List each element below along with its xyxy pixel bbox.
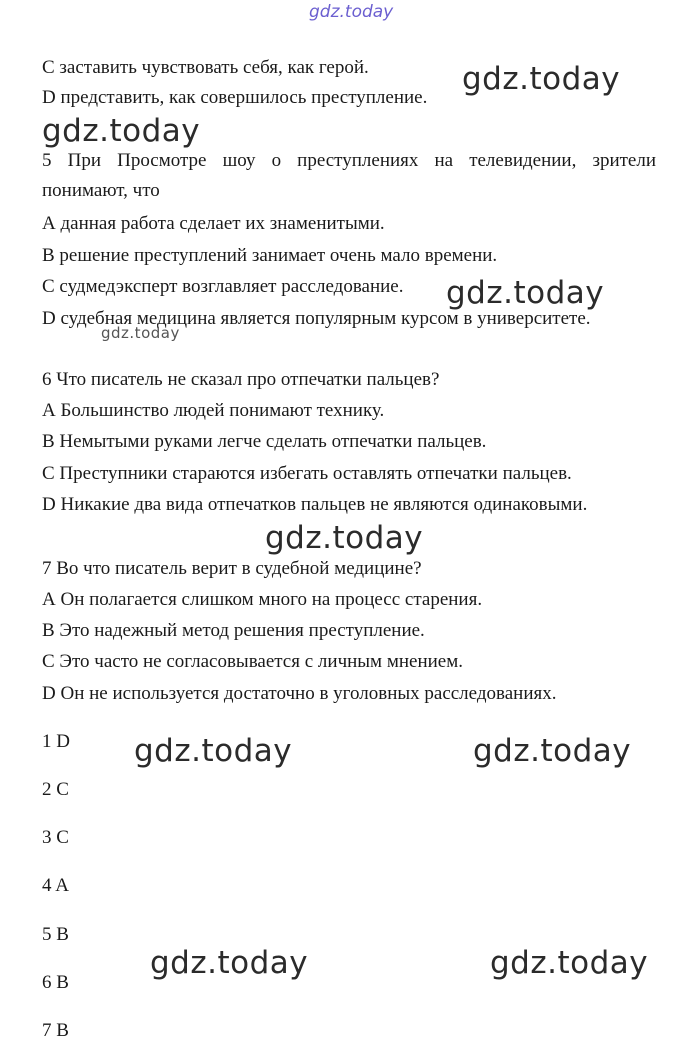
q7-option-c: С Это часто не согласовывается с личным мнением. — [42, 651, 463, 672]
watermark: gdz.today — [150, 945, 309, 981]
watermark-small: gdz.today — [101, 324, 180, 342]
q4-option-d: D представить, как совершилось преступление. — [42, 87, 428, 108]
watermark: gdz.today — [462, 61, 621, 97]
q6-question: 6 Что писатель не сказал про отпечатки пальцев? — [42, 369, 440, 390]
q5-option-b: В решение преступлений занимает очень мало времени. — [42, 245, 498, 266]
q7-option-b: В Это надежный метод решения преступление. — [42, 620, 425, 641]
answer-item: 1 D — [42, 731, 70, 752]
q4-option-c: С заставить чувствовать себя, как герой. — [42, 57, 369, 78]
answer-item: 7 B — [42, 1020, 69, 1041]
q5-option-a: А данная работа сделает их знаменитыми. — [42, 213, 385, 234]
q5-option-c: С судмедэксперт возглавляет расследование. — [42, 276, 404, 297]
q5-question-line1: 5 При Просмотре шоу о преступлениях на телевидении, зрители — [42, 150, 656, 171]
answer-item: 2 C — [42, 779, 69, 800]
q6-option-a: А Большинство людей понимают технику. — [42, 400, 385, 421]
q7-option-a: А Он полагается слишком много на процесс старения. — [42, 589, 483, 610]
answer-item: 3 C — [42, 827, 69, 848]
watermark: gdz.today — [42, 113, 201, 149]
q7-question: 7 Во что писатель верит в судебной медицине? — [42, 558, 422, 579]
watermark: gdz.today — [134, 733, 293, 769]
watermark: gdz.today — [446, 275, 605, 311]
watermark-top: gdz.today — [309, 2, 394, 22]
answer-item: 4 A — [42, 875, 69, 896]
q7-option-d: D Он не используется достаточно в уголовных расследованиях. — [42, 683, 557, 704]
watermark: gdz.today — [490, 945, 649, 981]
q6-option-d: D Никакие два вида отпечатков пальцев не являются одинаковыми. — [42, 494, 588, 515]
q6-option-c: С Преступники стараются избегать оставлять отпечатки пальцев. — [42, 463, 572, 484]
q6-option-b: В Немытыми руками легче сделать отпечатки пальцев. — [42, 431, 487, 452]
watermark: gdz.today — [473, 733, 632, 769]
q5-question-line2: понимают, что — [42, 180, 160, 201]
q5-option-d: D судебная медицина является популярным курсом в университете. — [42, 308, 591, 329]
watermark: gdz.today — [265, 520, 424, 556]
answer-item: 5 B — [42, 924, 69, 945]
answer-item: 6 B — [42, 972, 69, 993]
